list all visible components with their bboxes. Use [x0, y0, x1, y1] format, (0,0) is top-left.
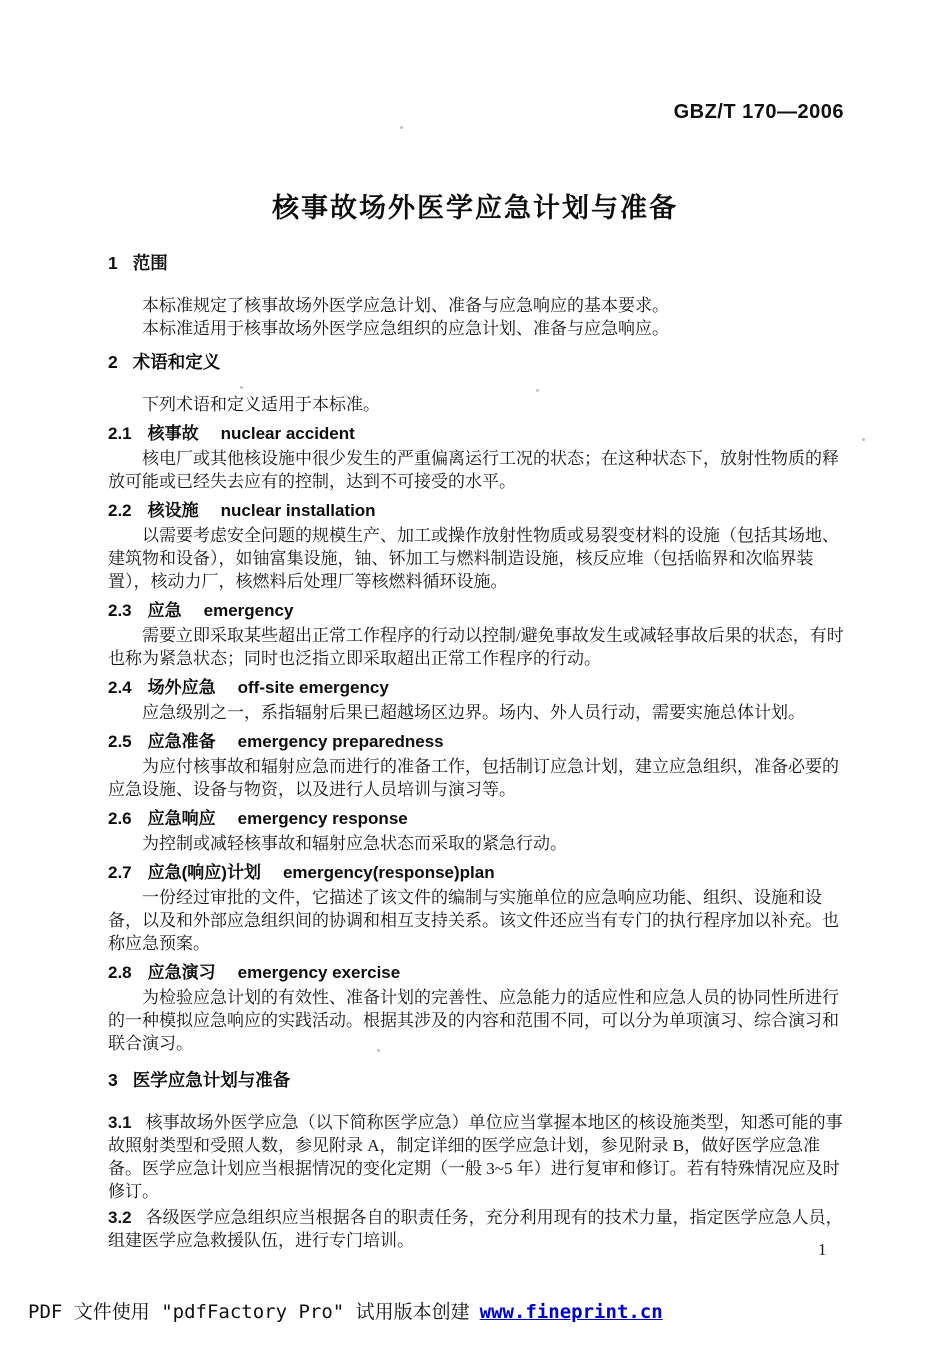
term-name-en: emergency preparedness — [237, 732, 444, 751]
scan-artifact — [400, 126, 403, 129]
term-heading — [108, 961, 850, 984]
term-heading — [108, 807, 850, 830]
term-name-en: off-site emergency — [237, 678, 389, 697]
term-name-zh: 核事故 — [147, 424, 199, 443]
term-number: 2.2 — [108, 501, 132, 520]
term-heading — [108, 422, 850, 445]
section-number: 2 — [108, 352, 118, 372]
footer-watermark — [28, 1297, 663, 1324]
scan-artifact — [862, 438, 865, 441]
term-number: 2.1 — [108, 424, 132, 443]
term-definition: 以需要考虑安全问题的规模生产、加工或操作放射性物质或易裂变材料的设施（包括其场地、建筑物和设备），如铀富集设施，铀、钚加工与燃料制造设施，核反应堆（包括临界和次临界装置），核动力厂，核燃料后处理厂等核燃料循环设施。 — [108, 526, 839, 591]
term-name-zh: 应急(响应)计划 — [147, 863, 261, 882]
term-definition: 为应付核事故和辐射应急而进行的准备工作，包括制订应急计划，建立应急组织，准备必要的应急设施、设备与物资，以及进行人员培训与演习等。 — [108, 757, 839, 799]
term-name-zh: 场外应急 — [147, 678, 216, 697]
term-name-zh: 核设施 — [147, 501, 199, 520]
section-title: 术语和定义 — [132, 352, 221, 372]
term-name-zh: 应急 — [147, 601, 182, 620]
term-number: 2.6 — [108, 809, 132, 828]
section-title: 医学应急计划与准备 — [132, 1070, 291, 1090]
standard-code: GBZ/T 170—2006 — [673, 101, 844, 123]
page-number: 1 — [818, 1240, 827, 1259]
term-definition: 核电厂或其他核设施中很少发生的严重偏离运行工况的状态；在这种状态下，放射性物质的释放可能或已经失去应有的控制，达到不可接受的水平。 — [108, 449, 839, 491]
section-number: 3 — [108, 1070, 118, 1090]
footer-link[interactable]: www.fineprint.cn — [479, 1301, 663, 1323]
section-heading-medical — [108, 1069, 850, 1092]
scan-artifact — [240, 386, 243, 389]
clause-3-2 — [108, 1206, 850, 1252]
term-number: 2.5 — [108, 732, 132, 751]
term-number: 2.3 — [108, 601, 132, 620]
term-name-zh: 应急响应 — [147, 809, 216, 828]
term-name-zh: 应急演习 — [147, 963, 216, 982]
term-number: 2.4 — [108, 678, 132, 697]
term-name-en: nuclear installation — [220, 501, 376, 520]
terms-intro: 下列术语和定义适用于本标准。 — [142, 395, 380, 414]
footer-text: PDF 文件使用 "pdfFactory Pro" 试用版本创建 — [28, 1301, 470, 1323]
term-heading — [108, 676, 850, 699]
term-definition: 为检验应急计划的有效性、准备计划的完善性、应急能力的适应性和应急人员的协同性所进行的一种模拟应急响应的实践活动。根据其涉及的内容和范围不同，可以分为单项演习、综合演习和联合演习。 — [108, 988, 839, 1053]
term-definition: 为控制或减轻核事故和辐射应急状态而采取的紧急行动。 — [142, 834, 567, 853]
term-heading — [108, 861, 850, 884]
term-name-en: nuclear accident — [220, 424, 355, 443]
section-heading-terms — [108, 351, 850, 374]
term-name-en: emergency exercise — [237, 963, 401, 982]
section-title: 范围 — [132, 253, 168, 273]
section-number: 1 — [108, 253, 118, 273]
scope-paragraph: 本标准适用于核事故场外医学应急组织的应急计划、准备与应急响应。 — [142, 319, 669, 338]
term-heading — [108, 599, 850, 622]
scan-artifact — [536, 389, 539, 392]
term-number: 2.7 — [108, 863, 132, 882]
term-definition: 需要立即采取某些超出正常工作程序的行动以控制/避免事故发生或减轻事故后果的状态，有时也称为紧急状态；同时也泛指立即采取超出正常工作程序的行动。 — [108, 626, 844, 668]
term-name-en: emergency(response)plan — [282, 863, 495, 882]
term-definition: 应急级别之一，系指辐射后果已超越场区边界。场内、外人员行动，需要实施总体计划。 — [142, 703, 805, 722]
term-heading — [108, 499, 850, 522]
term-name-zh: 应急准备 — [147, 732, 216, 751]
clause-text: 核事故场外医学应急（以下简称医学应急）单位应当掌握本地区的核设施类型，知悉可能的事故照射类型和受照人数，参见附录 A，制定详细的医学应急计划，参见附录 B，做好医学应急准备。医学应急计划应当根据情况的变化定期（一般 3~5 年）进行复审和修订。若有特殊情况应及时修订。 — [108, 1113, 843, 1201]
term-heading — [108, 730, 850, 753]
page-title: 核事故场外医学应急计划与准备 — [272, 193, 678, 223]
clause-number: 3.2 — [108, 1208, 132, 1227]
section-heading-scope — [108, 252, 850, 275]
scope-paragraph: 本标准规定了核事故场外医学应急计划、准备与应急响应的基本要求。 — [142, 296, 669, 315]
term-name-en: emergency response — [237, 809, 408, 828]
scan-artifact — [377, 1049, 380, 1052]
document-body — [108, 252, 850, 1252]
term-name-en: emergency — [203, 601, 294, 620]
clause-3-1 — [108, 1111, 850, 1203]
term-number: 2.8 — [108, 963, 132, 982]
term-definition: 一份经过审批的文件，它描述了该文件的编制与实施单位的应急响应功能、组织、设施和设备，以及和外部应急组织间的协调和相互支持关系。该文件还应当有专门的执行程序加以补充。也称应急预案。 — [108, 888, 839, 953]
clause-text: 各级医学应急组织应当根据各自的职责任务，充分利用现有的技术力量，指定医学应急人员，组建医学应急救援队伍，进行专门培训。 — [108, 1208, 843, 1250]
clause-number: 3.1 — [108, 1113, 132, 1132]
